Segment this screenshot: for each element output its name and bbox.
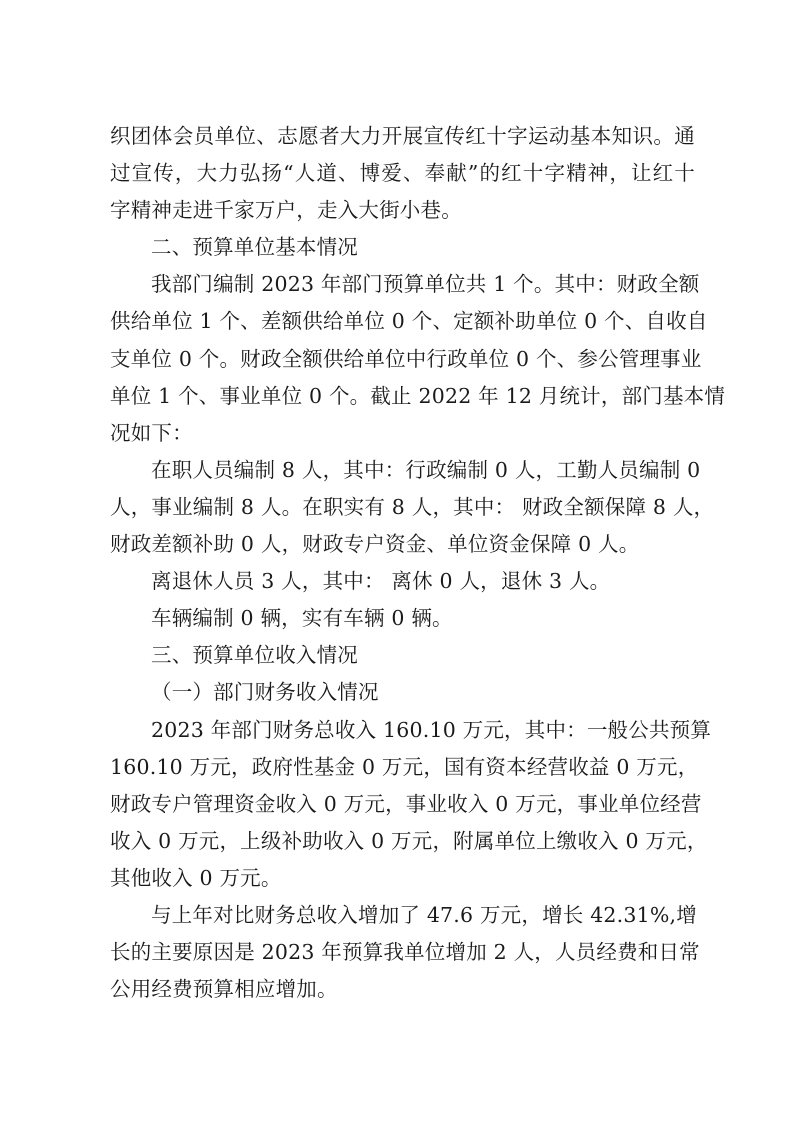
text-line: 单位 1 个、事业单位 0 个。截止 2022 年 12 月统计，部门基本情 <box>110 383 726 408</box>
text-line: 其他收入 0 万元。 <box>110 865 282 890</box>
text-line: （一）部门财务收入情况 <box>151 680 379 705</box>
text-line: 人，事业编制 8 人。在职实有 8 人，其中： 财政全额保障 8 人， <box>110 494 715 519</box>
text-line: 三、预算单位收入情况 <box>151 643 358 668</box>
text-line: 长的主要原因是 2023 年预算我单位增加 2 人，人员经费和日常 <box>110 940 700 965</box>
text-line: 供给单位 1 个、差额供给单位 0 个、定额补助单位 0 个、自收自 <box>110 309 708 334</box>
text-line: 与上年对比财务总收入增加了 47.6 万元，增长 42.31%,增 <box>151 902 697 927</box>
text-line: 字精神走进千家万户，走入大街小巷。 <box>110 198 462 223</box>
text-line: 车辆编制 0 辆，实有车辆 0 辆。 <box>151 606 453 631</box>
text-line: 二、预算单位基本情况 <box>151 235 358 260</box>
text-line: 离退休人员 3 人，其中： 离休 0 人，退休 3 人。 <box>151 569 611 594</box>
text-line: 支单位 0 个。财政全额供给单位中行政单位 0 个、参公管理事业 <box>110 346 702 371</box>
text-line: 公用经费预算相应增加。 <box>110 977 338 1002</box>
body-text <box>110 118 726 1008</box>
document-page <box>110 118 726 1008</box>
text-line: 过宣传，大力弘扬“人道、博爱、奉献”的红十字精神，让红十 <box>110 161 695 186</box>
text-line: 财政差额补助 0 人，财政专户资金、单位资金保障 0 人。 <box>110 532 640 557</box>
text-line: 况如下： <box>110 420 193 445</box>
text-line: 收入 0 万元，上级补助收入 0 万元，附属单位上缴收入 0 万元， <box>110 828 708 853</box>
text-line: 我部门编制 2023 年部门预算单位共 1 个。其中：财政全额 <box>151 272 700 297</box>
text-line: 160.10 万元，政府性基金 0 万元，国有资本经营收益 0 万元， <box>110 754 699 779</box>
text-line: 织团体会员单位、志愿者大力开展宣传红十字运动基本知识。通 <box>110 124 695 148</box>
text-line: 财政专户管理资金收入 0 万元，事业收入 0 万元，事业单位经营 <box>110 791 702 816</box>
text-line: 在职人员编制 8 人，其中：行政编制 0 人，工勤人员编制 0 <box>151 457 701 482</box>
text-line: 2023 年部门财务总收入 160.10 万元，其中：一般公共预算 <box>151 717 712 742</box>
